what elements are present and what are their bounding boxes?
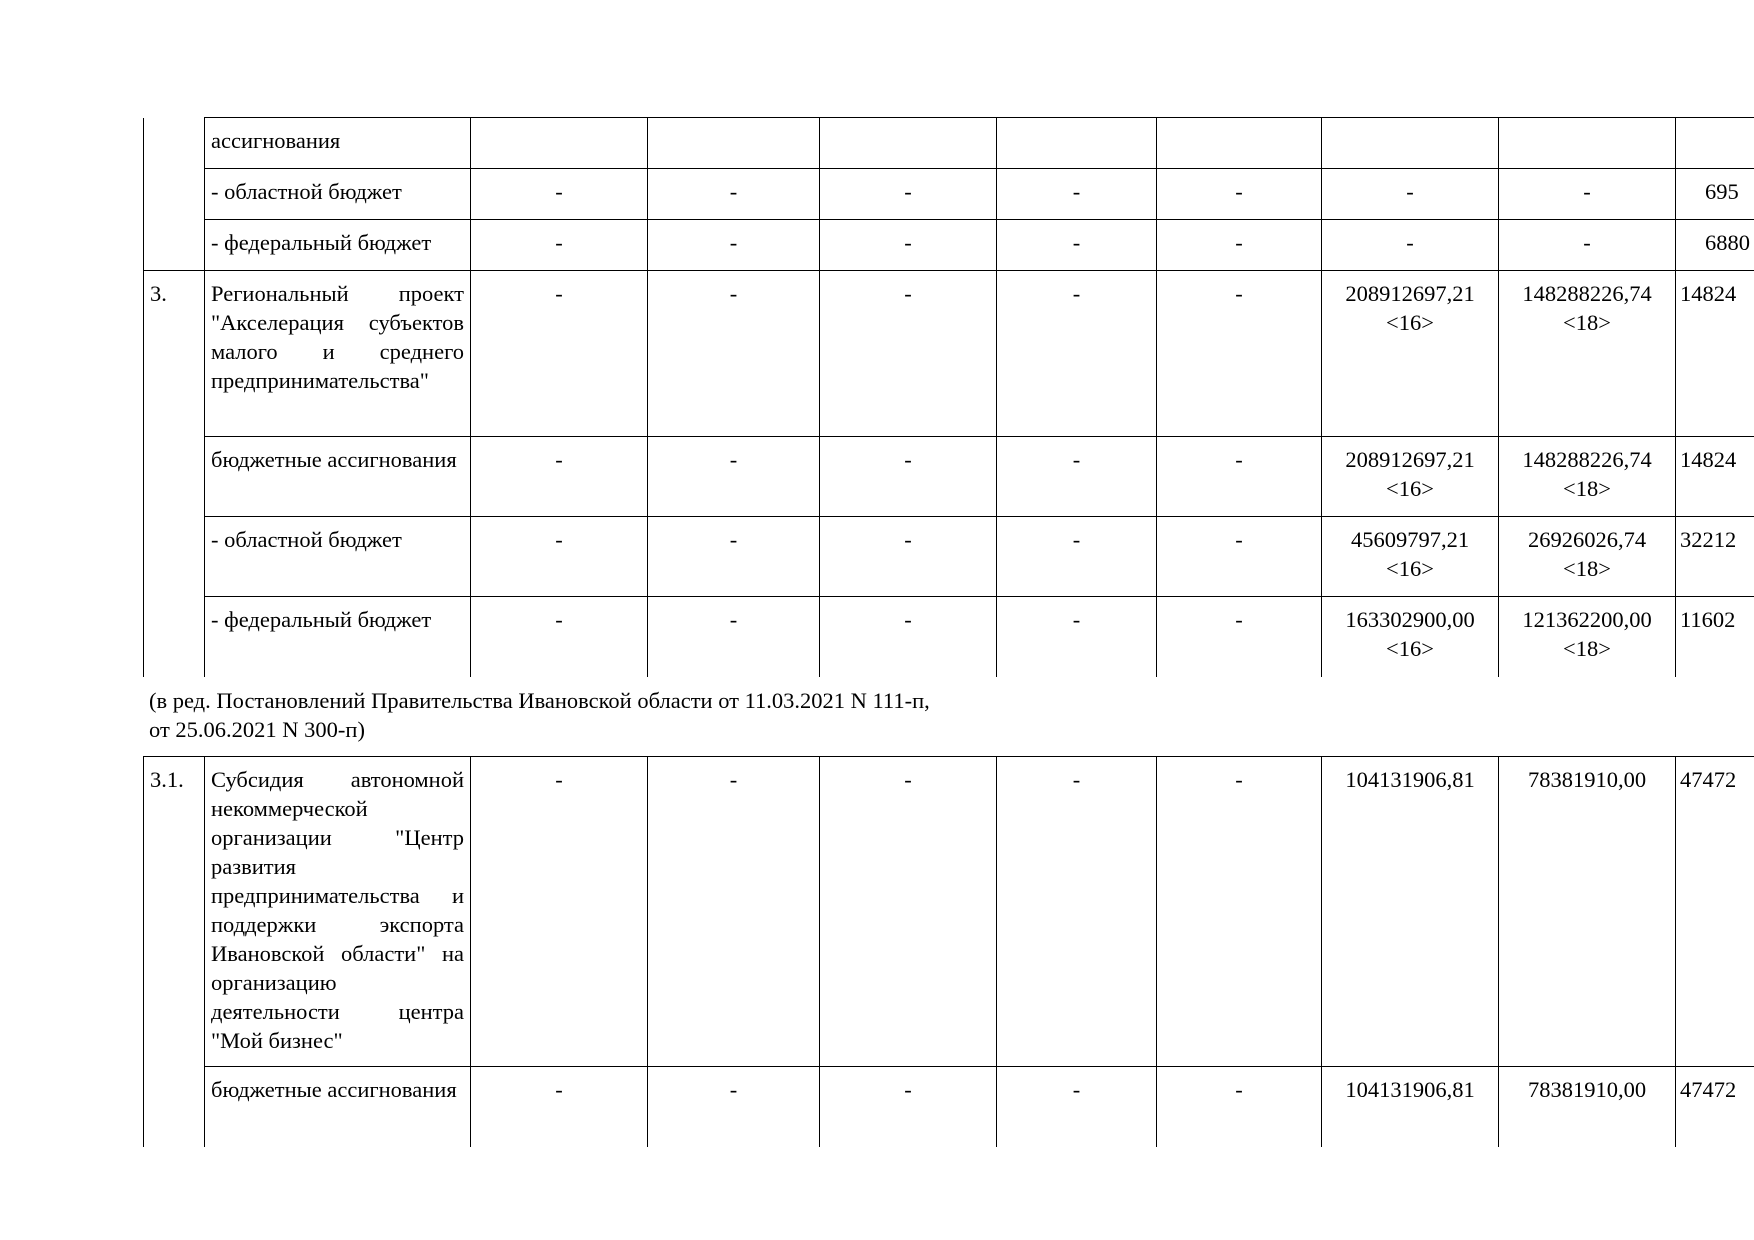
value-cell: 163302900,00 <16> [1322, 597, 1499, 677]
value-cell: - [648, 437, 820, 517]
value-cell: - [997, 517, 1157, 597]
table-continuation [143, 117, 1754, 677]
value-cell: - [1499, 220, 1676, 271]
value-cell: - [648, 271, 820, 437]
value-cell [1157, 118, 1322, 169]
row-name: - областной бюджет [205, 169, 471, 220]
table-row [144, 220, 1754, 271]
value-cell: - [1157, 757, 1322, 1067]
value-cell: 121362200,00 <18> [1499, 597, 1676, 677]
amendment-note [149, 686, 930, 744]
amendment-note-line: от 25.06.2021 N 300-п) [149, 717, 365, 742]
value-cell: 148288226,74 <18> [1499, 437, 1676, 517]
value-cell: 6880 [1676, 220, 1754, 271]
value-cell: 104131906,81 [1322, 1067, 1499, 1147]
table-row [144, 271, 1754, 437]
value-cell [997, 118, 1157, 169]
row-name: бюджетные ассигнования [205, 1067, 471, 1147]
row-number: 3. [144, 271, 205, 677]
value-cell: - [820, 220, 997, 271]
table-row [144, 437, 1754, 517]
table-subsidy [143, 756, 1754, 1147]
value-cell [648, 118, 820, 169]
value-cell: - [648, 1067, 820, 1147]
row-number-cell [144, 118, 205, 271]
value-cell: - [648, 757, 820, 1067]
value-cell: - [471, 220, 648, 271]
value-cell: - [997, 1067, 1157, 1147]
value-cell: 47472 [1676, 1067, 1754, 1147]
value-cell: - [471, 1067, 648, 1147]
value-cell: 14824 [1676, 437, 1754, 517]
row-name: - областной бюджет [205, 517, 471, 597]
value-cell: 208912697,21 <16> [1322, 271, 1499, 437]
value-cell: - [648, 597, 820, 677]
value-cell: - [820, 757, 997, 1067]
value-cell: - [1157, 220, 1322, 271]
table-row [144, 118, 1754, 169]
value-cell [1676, 118, 1754, 169]
value-cell: - [1157, 271, 1322, 437]
value-cell: - [997, 437, 1157, 517]
value-cell: - [1157, 169, 1322, 220]
row-number: 3.1. [144, 757, 205, 1147]
value-cell: - [471, 517, 648, 597]
value-cell: - [820, 169, 997, 220]
table-row [144, 597, 1754, 677]
value-cell [471, 118, 648, 169]
value-cell: 32212 [1676, 517, 1754, 597]
value-cell: 45609797,21 <16> [1322, 517, 1499, 597]
value-cell: - [471, 169, 648, 220]
value-cell: 695 [1676, 169, 1754, 220]
value-cell: - [820, 597, 997, 677]
value-cell: - [997, 220, 1157, 271]
value-cell: - [1157, 437, 1322, 517]
value-cell: 11602 [1676, 597, 1754, 677]
value-cell: - [1157, 517, 1322, 597]
value-cell [1322, 118, 1499, 169]
row-name: - федеральный бюджет [205, 597, 471, 677]
value-cell: 208912697,21 <16> [1322, 437, 1499, 517]
row-name: ассигнования [205, 118, 471, 169]
value-cell: - [1322, 220, 1499, 271]
value-cell: - [1322, 169, 1499, 220]
value-cell: - [997, 169, 1157, 220]
value-cell: - [471, 597, 648, 677]
table-row [144, 169, 1754, 220]
value-cell: 148288226,74 <18> [1499, 271, 1676, 437]
value-cell [820, 118, 997, 169]
value-cell: - [648, 169, 820, 220]
value-cell: 78381910,00 [1499, 1067, 1676, 1147]
table-row [144, 1067, 1754, 1147]
value-cell: 78381910,00 [1499, 757, 1676, 1067]
value-cell: - [997, 271, 1157, 437]
value-cell: - [820, 1067, 997, 1147]
value-cell: - [820, 437, 997, 517]
table-row [144, 757, 1754, 1067]
value-cell: 14824 [1676, 271, 1754, 437]
value-cell: - [1157, 1067, 1322, 1147]
value-cell: - [1499, 169, 1676, 220]
row-name: Региональный проект "Акселерация субъектов малого и среднего предпринимательства" [205, 271, 471, 437]
value-cell: - [471, 437, 648, 517]
value-cell: 47472 [1676, 757, 1754, 1067]
value-cell [1499, 118, 1676, 169]
value-cell: - [1157, 597, 1322, 677]
row-name: Субсидия автономной некоммерческой организации "Центр развития предпринимательства и поддержки экспорта Ивановской области" на организацию деятельности центра "Мой бизнес" [205, 757, 471, 1067]
value-cell: - [997, 757, 1157, 1067]
value-cell: - [997, 597, 1157, 677]
row-name: бюджетные ассигнования [205, 437, 471, 517]
value-cell: - [471, 271, 648, 437]
value-cell: - [648, 517, 820, 597]
amendment-note-line: (в ред. Постановлений Правительства Ивановской области от 11.03.2021 N 111-п, [149, 688, 930, 713]
value-cell: - [648, 220, 820, 271]
table-row [144, 517, 1754, 597]
value-cell: 26926026,74 <18> [1499, 517, 1676, 597]
value-cell: 104131906,81 [1322, 757, 1499, 1067]
value-cell: - [471, 757, 648, 1067]
value-cell: - [820, 517, 997, 597]
row-name: - федеральный бюджет [205, 220, 471, 271]
value-cell: - [820, 271, 997, 437]
